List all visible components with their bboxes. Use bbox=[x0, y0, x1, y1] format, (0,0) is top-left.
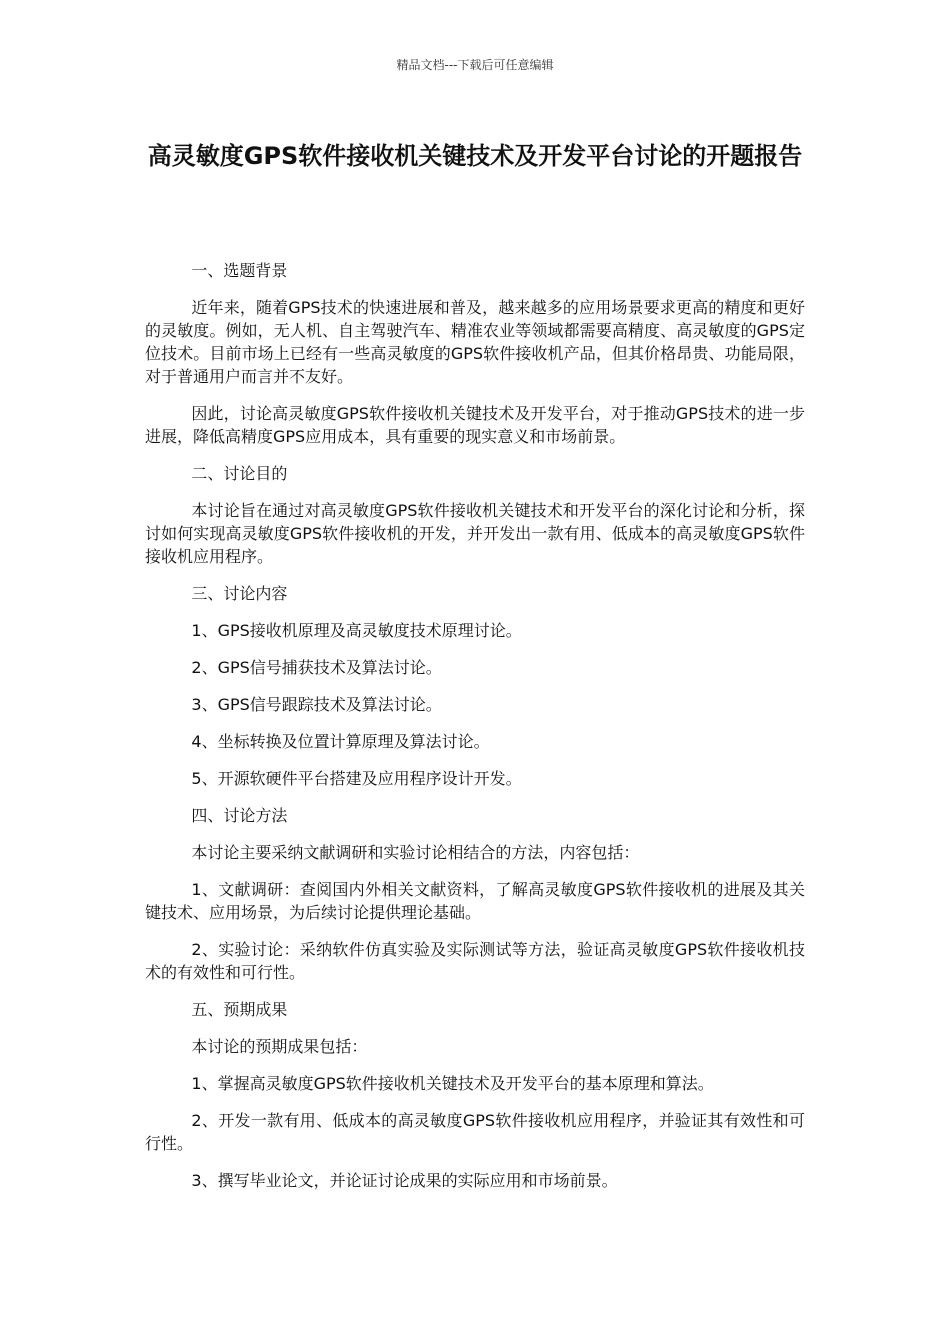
document-body bbox=[145, 259, 805, 1206]
section-heading-background: 一、选题背景 bbox=[191, 261, 288, 280]
body-paragraph: 近年来，随着GPS技术的快速进展和普及，越来越多的应用场景要求更高的精度和更好的灵敏度。例如，无人机、自主驾驶汽车、精准农业等领域都需要高精度、高灵敏度的GPS定位技术。目前市场上已经有一些高灵敏度的GPS软件接收机产品，但其价格昂贵、功能局限，对于普通用户而言并不友好。 bbox=[145, 298, 805, 386]
body-paragraph: 本讨论旨在通过对高灵敏度GPS软件接收机关键技术和开发平台的深化讨论和分析，探讨如何实现高灵敏度GPS软件接收机的开发，并开发出一款有用、低成本的高灵敏度GPS软件接收机应用程序。 bbox=[145, 501, 805, 566]
list-item: 1、GPS接收机原理及高灵敏度技术原理讨论。 bbox=[191, 621, 522, 640]
section-heading-outcomes: 五、预期成果 bbox=[191, 1000, 288, 1019]
body-paragraph: 本讨论主要采纳文献调研和实验讨论相结合的方法，内容包括： bbox=[191, 843, 640, 862]
list-item: 2、开发一款有用、低成本的高灵敏度GPS软件接收机应用程序，并验证其有效性和可行性。 bbox=[145, 1111, 805, 1153]
list-item: 1、文献调研：查阅国内外相关文献资料，了解高灵敏度GPS软件接收机的进展及其关键技术、应用场景，为后续讨论提供理论基础。 bbox=[145, 880, 805, 922]
list-item: 3、撰写毕业论文，并论证讨论成果的实际应用和市场前景。 bbox=[191, 1171, 618, 1190]
list-item: 3、GPS信号跟踪技术及算法讨论。 bbox=[191, 695, 442, 714]
body-paragraph: 本讨论的预期成果包括： bbox=[191, 1037, 368, 1056]
list-item: 4、坐标转换及位置计算原理及算法讨论。 bbox=[191, 732, 490, 751]
list-item: 2、GPS信号捕获技术及算法讨论。 bbox=[191, 658, 442, 677]
section-heading-purpose: 二、讨论目的 bbox=[191, 464, 288, 483]
list-item: 2、实验讨论：采纳软件仿真实验及实际测试等方法，验证高灵敏度GPS软件接收机技术的有效性和可行性。 bbox=[145, 940, 805, 982]
section-heading-content: 三、讨论内容 bbox=[191, 584, 288, 603]
document-title: 高灵敏度GPS软件接收机关键技术及开发平台讨论的开题报告 bbox=[147, 142, 803, 170]
list-item: 1、掌握高灵敏度GPS软件接收机关键技术及开发平台的基本原理和算法。 bbox=[191, 1074, 714, 1093]
section-heading-method: 四、讨论方法 bbox=[191, 806, 288, 825]
header-note: 精品文档---下载后可任意编辑 bbox=[396, 58, 554, 72]
body-paragraph: 因此，讨论高灵敏度GPS软件接收机关键技术及开发平台，对于推动GPS技术的进一步进展，降低高精度GPS应用成本，具有重要的现实意义和市场前景。 bbox=[145, 404, 805, 446]
list-item: 5、开源软硬件平台搭建及应用程序设计开发。 bbox=[191, 769, 522, 788]
